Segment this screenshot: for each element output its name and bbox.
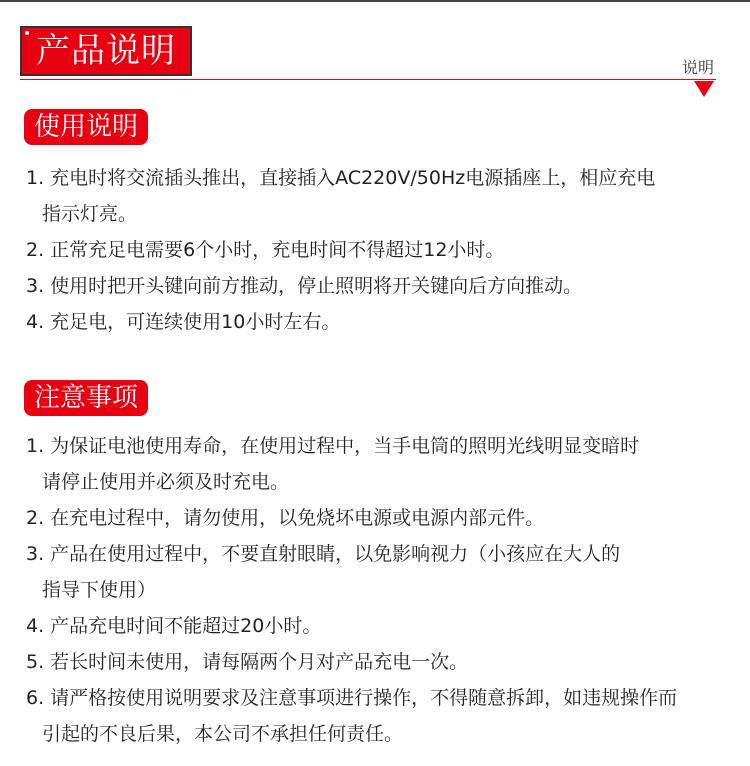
list-item-text: 6. 请严格按使用说明要求及注意事项进行操作，不得随意拆卸，如违规操作而 xyxy=(26,687,678,709)
list-item xyxy=(26,506,726,530)
list-item xyxy=(26,274,726,298)
list-item-text-continued: 请停止使用并必须及时充电。 xyxy=(42,471,290,493)
list-item xyxy=(26,434,726,494)
list-item-text: 3. 产品在使用过程中，不要直射眼睛，以免影响视力（小孩应在大人的 xyxy=(26,543,621,565)
list-item-text: 4. 产品充电时间不能超过20小时。 xyxy=(26,615,322,637)
page-title: 产品说明 xyxy=(36,31,176,71)
list-item-text: 2. 正常充足电需要6个小时，充电时间不得超过12小时。 xyxy=(26,239,505,261)
section-title-notes: 注意事项 xyxy=(24,380,148,416)
list-item xyxy=(26,686,726,746)
top-border xyxy=(0,0,750,2)
list-item-text: 2. 在充电过程中，请勿使用，以免烧坏电源或电源内部元件。 xyxy=(26,507,545,529)
list-item-text: 1. 充电时将交流插头推出，直接插入AC220V/50Hz电源插座上，相应充电 xyxy=(26,167,656,189)
list-item-text: 1. 为保证电池使用寿命，在使用过程中，当手电筒的照明光线明显变暗时 xyxy=(26,435,640,457)
list-item-text-continued: 引起的不良后果，本公司不承担任何责任。 xyxy=(42,723,404,745)
header-subtitle: 说明 xyxy=(681,58,714,77)
list-item xyxy=(26,614,726,638)
section-title-usage: 使用说明 xyxy=(24,109,148,145)
list-item-text-continued: 指导下使用） xyxy=(42,579,157,601)
list-item-text: 3. 使用时把开头键向前方推动，停止照明将开关键向后方向推动。 xyxy=(26,275,583,297)
list-item xyxy=(26,310,726,334)
usage-list xyxy=(26,166,726,346)
triangle-marker-icon xyxy=(694,81,714,97)
header-divider xyxy=(20,79,716,80)
list-item-text: 4. 充足电，可连续使用10小时左右。 xyxy=(26,311,341,333)
header-title-box xyxy=(20,26,192,76)
list-item xyxy=(26,542,726,602)
notes-list xyxy=(26,434,726,758)
list-item xyxy=(26,238,726,262)
list-item-text: 5. 若长时间未使用，请每隔两个月对产品充电一次。 xyxy=(26,651,469,673)
list-item xyxy=(26,650,726,674)
list-item-text-continued: 指示灯亮。 xyxy=(42,203,138,225)
list-item xyxy=(26,166,726,226)
